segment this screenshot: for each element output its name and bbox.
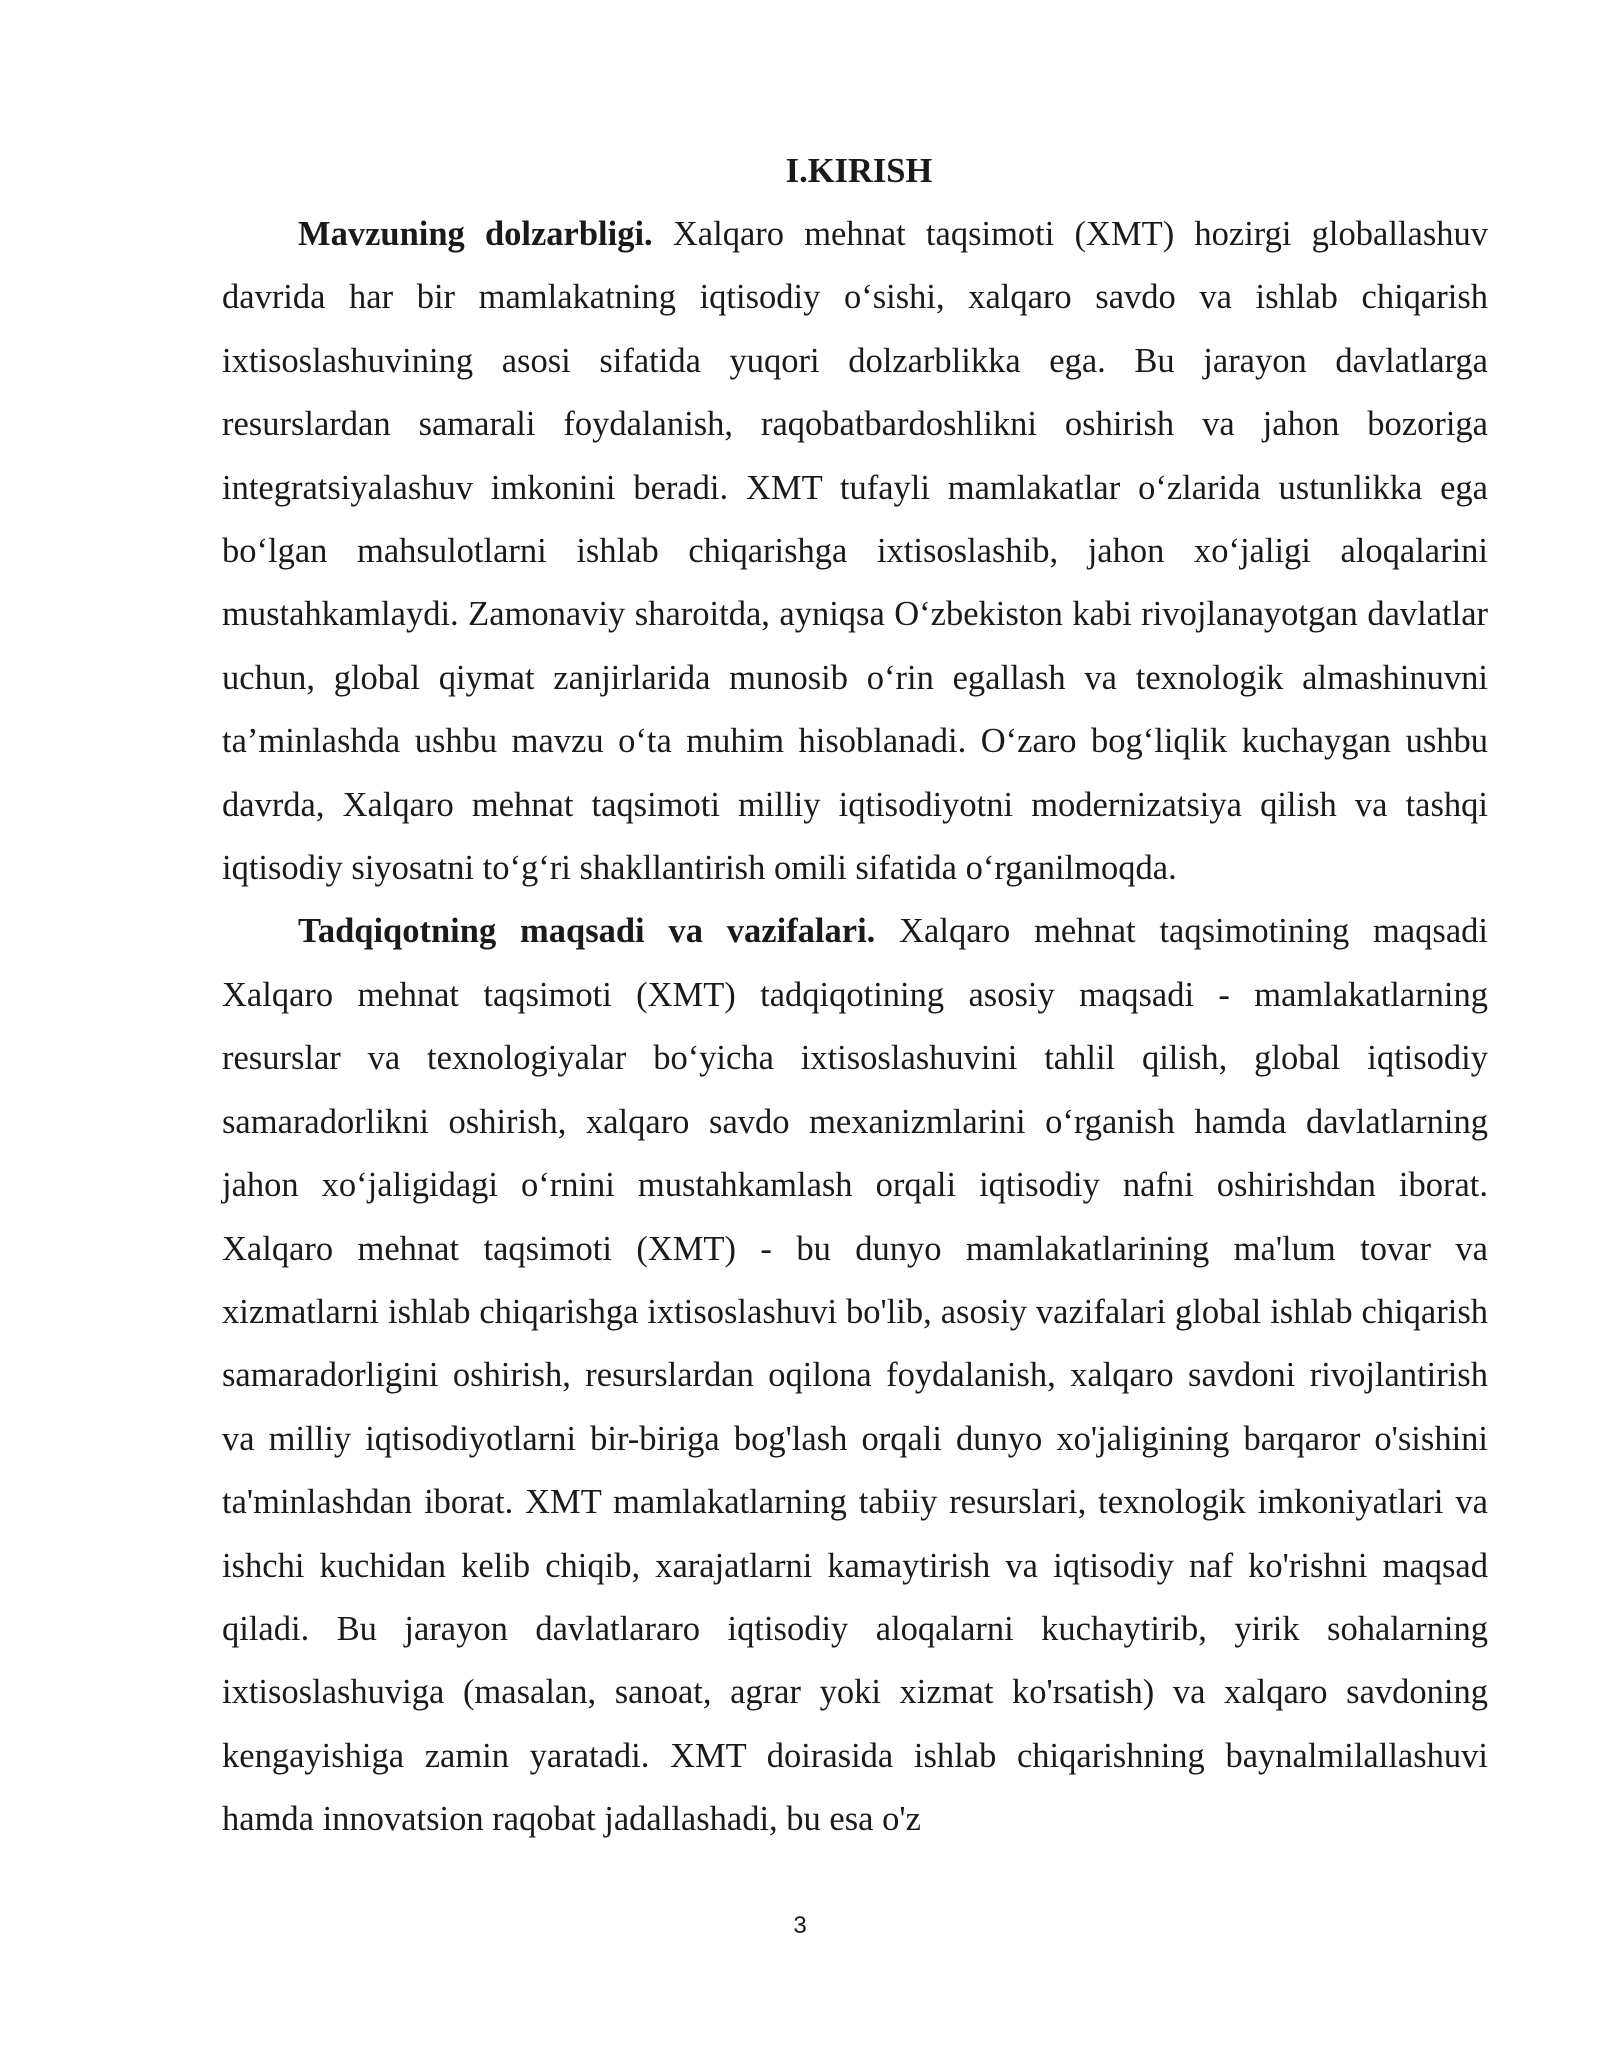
paragraph-relevance xyxy=(222,203,1488,900)
paragraph-lead-relevance: Mavzuning dolzarbligi. xyxy=(298,215,653,253)
paragraph-body-goals: Xalqaro mehnat taqsimotining maqsadi Xalqaro mehnat taqsimoti (XMT) tadqiqotining asosiy maqsadi - mamlakatlarning resurslar va texnologiyalar bo‘yicha ixtisoslashuvini tahlil qilish, global iqtisodiy samaradorlikni oshirish, xalqaro savdo mexanizmlarini o‘rganish hamda davlatlarning jahon xo‘jaligidagi o‘rnini mustahkamlash orqali iqtisodiy nafni oshirishdan iborat. Xalqaro mehnat taqsimoti (XMT) - bu dunyo mamlakatlarining ma'lum tovar va xizmatlarni ishlab chiqarishga ixtisoslashuvi bo'lib, asosiy vazifalari global ishlab chiqarish samaradorligini oshirish, resurslardan oqilona foydalanish, xalqaro savdoni rivojlantirish va milliy iqtisodiyotlarni bir-biriga bog'lash orqali dunyo xo'jaligining barqaror o'sishini ta'minlashdan iborat. XMT mamlakatlarning tabiiy resurslari, texnologik imkoniyatlari va ishchi kuchidan kelib chiqib, xarajatlarni kamaytirish va iqtisodiy naf ko'rishni maqsad qiladi. Bu jarayon davlatlararo iqtisodiy aloqalarni kuchaytirib, yirik sohalarning ixtisoslashuviga (masalan, sanoat, agrar yoki xizmat ko'rsatish) va xalqaro savdoning kengayishiga zamin yaratadi. XMT doirasida ishlab chiqarishning baynalmilallashuvi hamda innovatsion raqobat jadallashadi, bu esa o'z xyxy=(222,912,1488,1839)
page-number: 3 xyxy=(793,1912,807,1939)
paragraph-goals xyxy=(222,900,1488,1851)
paragraph-lead-goals: Tadqiqotning maqsadi va vazifalari. xyxy=(298,912,876,951)
paragraph-body-relevance: Xalqaro mehnat taqsimoti (XMT) hozirgi globallashuv davrida har bir mamlakatning iqtisodiy o‘sishi, xalqaro savdo va ishlab chiqarish ixtisoslashuvining asosi sifatida yuqori dolzarblikka ega. Bu jarayon davlatlarga resurslardan samarali foydalanish, raqobatbardoshlikni oshirish va jahon bozoriga integratsiyalashuv imkonini beradi. XMT tufayli mamlakatlar o‘zlarida ustunlikka ega bo‘lgan mahsulotlarni ishlab chiqarishga ixtisoslashib, jahon xo‘jaligi aloqalarini mustahkamlaydi. Zamonaviy sharoitda, ayniqsa O‘zbekiston kabi rivojlanayotgan davlatlar uchun, global qiymat zanjirlarida munosib o‘rin egallash va texnologik almashinuvni ta’minlashda ushbu mavzu o‘ta muhim hisoblanadi. O‘zaro bog‘liqlik kuchaygan ushbu davrda, Xalqaro mehnat taqsimoti milliy iqtisodiyotni modernizatsiya qilish va tashqi iqtisodiy siyosatni to‘g‘ri shakllantirish omili sifatida o‘rganilmoqda. xyxy=(222,215,1488,888)
page-content xyxy=(222,150,1488,1852)
section-title: I.KIRISH xyxy=(785,152,933,190)
